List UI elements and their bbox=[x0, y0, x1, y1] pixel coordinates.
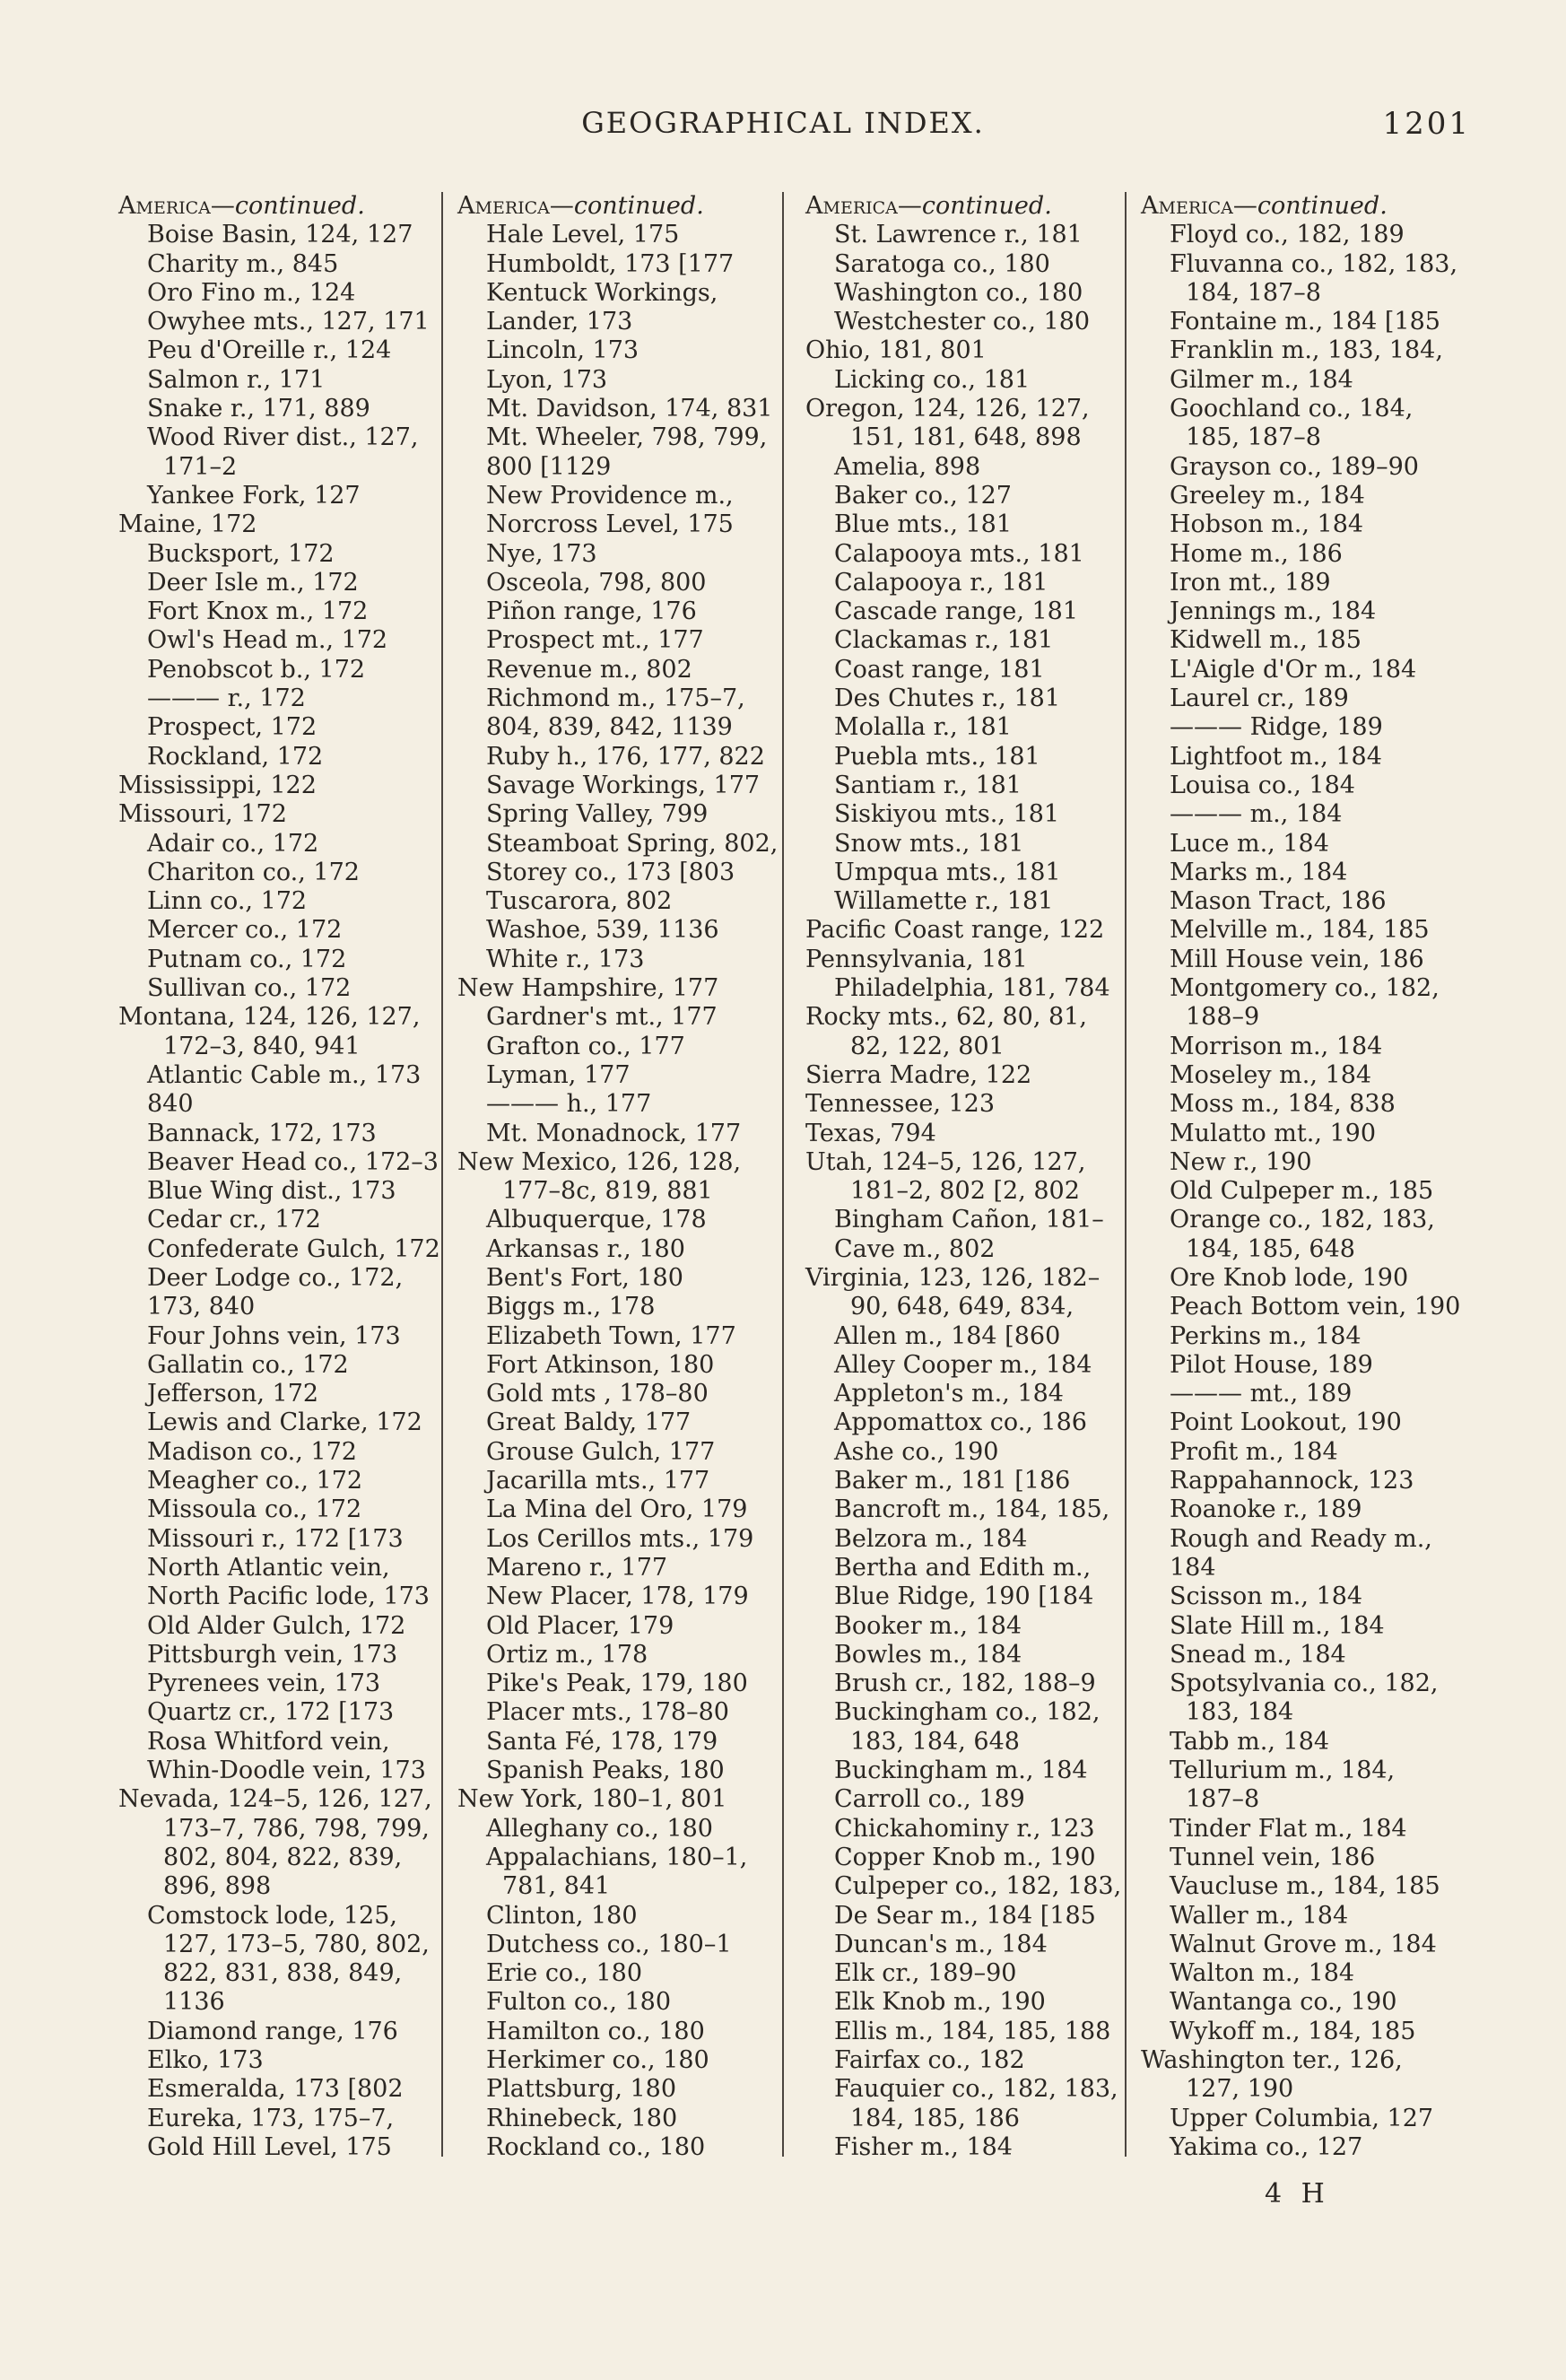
index-entry: Esmeralda, 173 [802 bbox=[147, 2075, 404, 2104]
index-entry: Storey co., 173 [803 bbox=[486, 858, 735, 886]
index-entry: Comstock lode, 125, bbox=[147, 1901, 397, 1930]
index-column-4 bbox=[1141, 192, 1473, 2162]
index-entry: Oro Fino m., 124 bbox=[147, 278, 356, 307]
index-entry: Mason Tract, 186 bbox=[1170, 887, 1387, 916]
index-entry: Snead m., 184 bbox=[1170, 1640, 1346, 1669]
index-entry: Pyrenees vein, 173 bbox=[147, 1669, 381, 1698]
index-entry: Montgomery co., 182, bbox=[1170, 974, 1440, 1003]
index-entry: Gilmer m., 184 bbox=[1170, 365, 1353, 394]
index-entry: Franklin m., 183, 184, bbox=[1170, 336, 1443, 365]
index-entry: Walnut Grove m., 184 bbox=[1170, 1930, 1437, 1958]
index-entry: Richmond m., 175–7, bbox=[486, 684, 745, 713]
index-entry: Melville m., 184, 185 bbox=[1170, 916, 1430, 945]
index-entry: Putnam co., 172 bbox=[147, 945, 347, 973]
index-heading: Utah, 124–5, 126, 127, bbox=[805, 1147, 1086, 1176]
index-entry: Baker m., 181 [186 bbox=[834, 1467, 1071, 1495]
index-entry: Four Johns vein, 173 bbox=[147, 1321, 401, 1350]
index-entry: Blue Ridge, 190 [184 bbox=[834, 1582, 1094, 1611]
index-heading: Texas, 794 bbox=[805, 1119, 936, 1147]
index-entry: Booker m., 184 bbox=[834, 1611, 1022, 1640]
index-entry: Home m., 186 bbox=[1170, 539, 1343, 568]
index-entry: Fort Knox m., 172 bbox=[147, 597, 369, 626]
index-entry: Wykoff m., 184, 185 bbox=[1170, 2017, 1416, 2045]
index-entry: Pilot House, 189 bbox=[1170, 1350, 1373, 1379]
index-entry: Quartz cr., 172 [173 bbox=[147, 1698, 395, 1727]
index-entry: Jacarilla mts., 177 bbox=[486, 1467, 710, 1495]
index-entry: 151, 181, 648, 898 bbox=[850, 423, 1082, 452]
index-heading: America—continued. bbox=[1141, 192, 1388, 220]
index-entry: 822, 831, 838, 849, bbox=[163, 1959, 403, 1988]
index-entry: Chariton co., 172 bbox=[147, 858, 360, 886]
index-entry: Appomattox co., 186 bbox=[834, 1408, 1087, 1437]
signature-mark: 4 H bbox=[1265, 2178, 1330, 2210]
index-entry: Snake r., 171, 889 bbox=[147, 395, 370, 423]
index-entry: Bingham Cañon, 181– bbox=[834, 1206, 1104, 1234]
index-entry: 781, 841 bbox=[502, 1872, 611, 1901]
index-entry: Albuquerque, 178 bbox=[486, 1206, 707, 1234]
index-heading: America—continued. bbox=[457, 192, 704, 220]
index-entry: 127, 190 bbox=[1186, 2075, 1294, 2104]
index-entry: Wantanga co., 190 bbox=[1170, 1988, 1397, 2017]
index-entry: Cedar cr., 172 bbox=[147, 1206, 321, 1234]
index-entry: Saratoga co., 180 bbox=[834, 249, 1050, 278]
index-entry: Atlantic Cable m., 173 bbox=[147, 1060, 422, 1089]
index-entry: Tunnel vein, 186 bbox=[1170, 1843, 1376, 1871]
index-entry: Peach Bottom vein, 190 bbox=[1170, 1293, 1461, 1321]
index-entry: Rhinebeck, 180 bbox=[486, 2104, 678, 2132]
index-entry: 184 bbox=[1170, 1553, 1216, 1582]
index-entry: Tinder Flat m., 184 bbox=[1170, 1814, 1407, 1843]
index-entry: Osceola, 798, 800 bbox=[486, 568, 707, 597]
index-entry: Erie co., 180 bbox=[486, 1959, 642, 1988]
index-entry: Fauquier co., 182, 183, bbox=[834, 2075, 1118, 2104]
index-entry: 1136 bbox=[163, 1988, 225, 2017]
index-entry: Cave m., 802 bbox=[834, 1234, 996, 1263]
index-entry: Coast range, 181 bbox=[834, 655, 1045, 684]
index-entry: Bannack, 172, 173 bbox=[147, 1119, 377, 1147]
index-entry: Eureka, 173, 175–7, bbox=[147, 2104, 395, 2132]
index-entry: Elk Knob m., 190 bbox=[834, 1988, 1046, 2017]
index-entry: Gold Hill Level, 175 bbox=[147, 2132, 392, 2161]
index-entry: 173, 840 bbox=[147, 1293, 256, 1321]
index-heading: Maine, 172 bbox=[118, 510, 257, 539]
index-entry: Mt. Davidson, 174, 831 bbox=[486, 395, 773, 423]
index-entry: Buckingham m., 184 bbox=[834, 1757, 1088, 1785]
index-entry: Rappahannock, 123 bbox=[1170, 1467, 1414, 1495]
index-entry: Spring Valley, 799 bbox=[486, 800, 709, 829]
index-entry: 184, 185, 186 bbox=[850, 2104, 1020, 2132]
index-entry: Pittsburgh vein, 173 bbox=[147, 1640, 398, 1669]
index-entry: Baker co., 127 bbox=[834, 481, 1012, 510]
index-heading: America—continued. bbox=[118, 192, 365, 220]
index-entry: Owyhee mts., 127, 171 bbox=[147, 308, 430, 336]
index-entry: Tellurium m., 184, bbox=[1170, 1757, 1396, 1785]
index-entry: Kidwell m., 185 bbox=[1170, 626, 1362, 655]
index-entry: Licking co., 181 bbox=[834, 365, 1031, 394]
index-entry: Whin-Doodle vein, 173 bbox=[147, 1757, 426, 1785]
index-heading: Nevada, 124–5, 126, 127, bbox=[118, 1785, 432, 1814]
index-entry: Grafton co., 177 bbox=[486, 1032, 685, 1060]
index-entry: Missouri r., 172 [173 bbox=[147, 1524, 404, 1553]
index-entry: Ruby h., 176, 177, 822 bbox=[486, 742, 765, 771]
index-entry: Louisa co., 184 bbox=[1170, 771, 1355, 799]
index-entry: Ellis m., 184, 185, 188 bbox=[834, 2017, 1111, 2045]
index-heading: Pacific Coast range, 122 bbox=[805, 916, 1105, 945]
column-divider-1 bbox=[441, 192, 443, 2157]
index-entry: Cascade range, 181 bbox=[834, 597, 1079, 626]
index-entry: Kentuck Workings, bbox=[486, 278, 718, 307]
index-entry: Tabb m., 184 bbox=[1170, 1727, 1330, 1756]
index-entry: 840 bbox=[147, 1090, 194, 1119]
index-entry: Biggs m., 178 bbox=[486, 1293, 656, 1321]
index-entry: Fluvanna co., 182, 183, bbox=[1170, 249, 1458, 278]
index-entry: Hale Level, 175 bbox=[486, 221, 680, 249]
index-entry: Lyman, 177 bbox=[486, 1060, 631, 1089]
index-entry: Ore Knob lode, 190 bbox=[1170, 1263, 1409, 1292]
index-entry: Vaucluse m., 184, 185 bbox=[1170, 1872, 1440, 1901]
index-entry: Herkimer co., 180 bbox=[486, 2046, 709, 2074]
index-entry: Scisson m., 184 bbox=[1170, 1582, 1363, 1611]
index-entry: ——— r., 172 bbox=[147, 684, 306, 713]
index-entry: 185, 187–8 bbox=[1186, 423, 1321, 452]
index-entry: Salmon r., 171 bbox=[147, 365, 326, 394]
index-entry: La Mina del Oro, 179 bbox=[486, 1495, 748, 1524]
index-entry: Deer Lodge co., 172, bbox=[147, 1263, 404, 1292]
index-entry: Lyon, 173 bbox=[486, 365, 608, 394]
index-entry: Appalachians, 180–1, bbox=[486, 1843, 748, 1871]
index-entry: Tuscarora, 802 bbox=[486, 887, 673, 916]
index-entry: Alleghany co., 180 bbox=[486, 1814, 713, 1843]
index-entry: Bancroft m., 184, 185, bbox=[834, 1495, 1110, 1524]
index-entry: Elko, 173 bbox=[147, 2046, 264, 2074]
index-entry: Los Cerillos mts., 179 bbox=[486, 1524, 754, 1553]
index-entry: Goochland co., 184, bbox=[1170, 395, 1414, 423]
index-entry: Rosa Whitford vein, bbox=[147, 1727, 390, 1756]
index-entry: 127, 173–5, 780, 802, bbox=[163, 1930, 430, 1958]
index-entry: North Atlantic vein, bbox=[147, 1553, 390, 1582]
index-entry: New Providence m., bbox=[486, 481, 734, 510]
index-entry: Philadelphia, 181, 784 bbox=[834, 974, 1110, 1003]
index-entry: ——— Ridge, 189 bbox=[1170, 713, 1383, 742]
index-entry: Profit m., 184 bbox=[1170, 1437, 1338, 1466]
index-entry: Amelia, 898 bbox=[834, 452, 981, 481]
index-entry: Clackamas r., 181 bbox=[834, 626, 1054, 655]
index-entry: Dutchess co., 180–1 bbox=[486, 1930, 732, 1958]
index-entry: Iron mt., 189 bbox=[1170, 568, 1331, 597]
index-entry: Adair co., 172 bbox=[147, 829, 319, 858]
index-heading: Sierra Madre, 122 bbox=[805, 1060, 1032, 1089]
index-entry: Perkins m., 184 bbox=[1170, 1321, 1362, 1350]
index-entry: Diamond range, 176 bbox=[147, 2017, 398, 2045]
index-entry: Grayson co., 189–90 bbox=[1170, 452, 1419, 481]
index-entry: Washoe, 539, 1136 bbox=[486, 916, 719, 945]
index-entry: Bowles m., 184 bbox=[834, 1640, 1022, 1669]
index-column-1 bbox=[118, 192, 450, 2162]
index-entry: Peu d'Oreille r., 124 bbox=[147, 336, 392, 365]
index-entry: 184, 185, 648 bbox=[1186, 1234, 1355, 1263]
index-entry: Puebla mts., 181 bbox=[834, 742, 1040, 771]
index-entry: Spotsylvania co., 182, bbox=[1170, 1669, 1439, 1698]
index-entry: Point Lookout, 190 bbox=[1170, 1408, 1402, 1437]
index-entry: Humboldt, 173 [177 bbox=[486, 249, 735, 278]
index-entry: Confederate Gulch, 172 bbox=[147, 1234, 440, 1263]
index-heading: Tennessee, 123 bbox=[805, 1090, 996, 1119]
index-entry: Molalla r., 181 bbox=[834, 713, 1012, 742]
index-entry: Old Alder Gulch, 172 bbox=[147, 1611, 406, 1640]
index-heading: Ohio, 181, 801 bbox=[805, 336, 987, 365]
index-entry: 800 [1129 bbox=[486, 452, 612, 481]
index-heading: New York, 180–1, 801 bbox=[457, 1785, 727, 1814]
index-entry: Lincoln, 173 bbox=[486, 336, 639, 365]
index-entry: Missoula co., 172 bbox=[147, 1495, 362, 1524]
index-entry: New r., 190 bbox=[1170, 1147, 1312, 1176]
index-entry: Santiam r., 181 bbox=[834, 771, 1022, 799]
index-heading: Mississippi, 122 bbox=[118, 771, 317, 799]
index-entry: Revenue m., 802 bbox=[486, 655, 692, 684]
index-entry: Clinton, 180 bbox=[486, 1901, 638, 1930]
index-entry: Steamboat Spring, 802, bbox=[486, 829, 779, 858]
index-entry: 181–2, 802 [2, 802 bbox=[850, 1177, 1080, 1206]
index-entry: Gallatin co., 172 bbox=[147, 1350, 349, 1379]
index-entry: Bucksport, 172 bbox=[147, 539, 335, 568]
index-entry: Fort Atkinson, 180 bbox=[486, 1350, 715, 1379]
index-entry: Rockland, 172 bbox=[147, 742, 324, 771]
index-entry: Grouse Gulch, 177 bbox=[486, 1437, 716, 1466]
index-entry: Savage Workings, 177 bbox=[486, 771, 761, 799]
column-divider-2 bbox=[782, 192, 784, 2157]
index-entry: Copper Knob m., 190 bbox=[834, 1843, 1096, 1871]
index-entry: Gold mts , 178–80 bbox=[486, 1380, 709, 1408]
index-entry: 183, 184, 648 bbox=[850, 1727, 1020, 1756]
index-entry: Roanoke r., 189 bbox=[1170, 1495, 1362, 1524]
index-entry: North Pacific lode, 173 bbox=[147, 1582, 430, 1611]
index-entry: Fairfax co., 182 bbox=[834, 2046, 1025, 2074]
index-entry: 802, 804, 822, 839, bbox=[163, 1843, 403, 1871]
index-entry: Plattsburg, 180 bbox=[486, 2075, 677, 2104]
index-entry: Ashe co., 190 bbox=[834, 1437, 999, 1466]
index-entry: Buckingham co., 182, bbox=[834, 1698, 1101, 1727]
index-entry: Orange co., 182, 183, bbox=[1170, 1206, 1435, 1234]
index-entry: 173–7, 786, 798, 799, bbox=[163, 1814, 430, 1843]
index-entry: Belzora m., 184 bbox=[834, 1524, 1028, 1553]
index-entry: Sullivan co., 172 bbox=[147, 974, 352, 1003]
index-entry: Meagher co., 172 bbox=[147, 1467, 363, 1495]
index-entry: Fontaine m., 184 [185 bbox=[1170, 308, 1440, 336]
index-heading: Washington ter., 126, bbox=[1141, 2046, 1403, 2074]
index-heading: Montana, 124, 126, 127, bbox=[118, 1003, 421, 1032]
index-entry: Arkansas r., 180 bbox=[486, 1234, 685, 1263]
index-entry: Duncan's m., 184 bbox=[834, 1930, 1048, 1958]
index-entry: L'Aigle d'Or m., 184 bbox=[1170, 655, 1417, 684]
index-entry: Moseley m., 184 bbox=[1170, 1060, 1372, 1089]
index-entry: Placer mts., 178–80 bbox=[486, 1698, 729, 1727]
index-entry: Blue mts., 181 bbox=[834, 510, 1013, 539]
index-entry: 172–3, 840, 941 bbox=[163, 1032, 361, 1060]
index-entry: Deer Isle m., 172 bbox=[147, 568, 359, 597]
index-entry: 804, 839, 842, 1139 bbox=[486, 713, 733, 742]
index-entry: Mulatto mt., 190 bbox=[1170, 1119, 1377, 1147]
index-entry: Ortiz m., 178 bbox=[486, 1640, 648, 1669]
index-entry: Jefferson, 172 bbox=[147, 1380, 319, 1408]
index-entry: Boise Basin, 124, 127 bbox=[147, 221, 413, 249]
index-heading: Pennsylvania, 181 bbox=[805, 945, 1028, 973]
index-entry: Yakima co., 127 bbox=[1170, 2132, 1363, 2161]
index-entry: Calapooya r., 181 bbox=[834, 568, 1048, 597]
index-entry: Hamilton co., 180 bbox=[486, 2017, 705, 2045]
index-entry: Greeley m., 184 bbox=[1170, 481, 1365, 510]
index-entry: 896, 898 bbox=[163, 1872, 272, 1901]
index-entry: Siskiyou mts., 181 bbox=[834, 800, 1060, 829]
index-entry: Bertha and Edith m., bbox=[834, 1553, 1092, 1582]
index-entry: Hobson m., 184 bbox=[1170, 510, 1364, 539]
index-entry: Jennings m., 184 bbox=[1170, 597, 1377, 626]
index-entry: Norcross Level, 175 bbox=[486, 510, 734, 539]
index-entry: Elizabeth Town, 177 bbox=[486, 1321, 736, 1350]
index-entry: Walton m., 184 bbox=[1170, 1959, 1355, 1988]
index-entry: Willamette r., 181 bbox=[834, 887, 1054, 916]
index-entry: Westchester co., 180 bbox=[834, 308, 1091, 336]
index-entry: De Sear m., 184 [185 bbox=[834, 1901, 1096, 1930]
index-entry: Laurel cr., 189 bbox=[1170, 684, 1349, 713]
index-entry: 82, 122, 801 bbox=[850, 1032, 1005, 1060]
index-entry: Penobscot b., 172 bbox=[147, 655, 366, 684]
index-entry: Calapooya mts., 181 bbox=[834, 539, 1084, 568]
index-entry: 188–9 bbox=[1186, 1003, 1260, 1032]
index-entry: Mercer co., 172 bbox=[147, 916, 343, 945]
index-entry: Bent's Fort, 180 bbox=[486, 1263, 683, 1292]
index-entry: ——— h., 177 bbox=[486, 1090, 652, 1119]
index-column-3 bbox=[805, 192, 1137, 2162]
index-entry: Lander, 173 bbox=[486, 308, 633, 336]
index-entry: Upper Columbia, 127 bbox=[1170, 2104, 1434, 2132]
page-header bbox=[0, 106, 1566, 160]
index-entry: Madison co., 172 bbox=[147, 1437, 357, 1466]
index-entry: Blue Wing dist., 173 bbox=[147, 1177, 396, 1206]
index-entry: Mt. Wheeler, 798, 799, bbox=[486, 423, 768, 452]
index-entry: Luce m., 184 bbox=[1170, 829, 1329, 858]
index-entry: Lewis and Clarke, 172 bbox=[147, 1408, 422, 1437]
index-entry: Great Baldy, 177 bbox=[486, 1408, 692, 1437]
index-entry: Fisher m., 184 bbox=[834, 2132, 1013, 2161]
index-heading: America—continued. bbox=[805, 192, 1052, 220]
index-entry: Elk cr., 189–90 bbox=[834, 1959, 1017, 1988]
index-entry: Morrison m., 184 bbox=[1170, 1032, 1383, 1060]
index-entry: Gardner's mt., 177 bbox=[486, 1003, 718, 1032]
index-entry: New Placer, 178, 179 bbox=[486, 1582, 749, 1611]
index-heading: Rocky mts., 62, 80, 81, bbox=[805, 1003, 1087, 1032]
index-entry: 183, 184 bbox=[1186, 1698, 1294, 1727]
index-entry: Chickahominy r., 123 bbox=[834, 1814, 1095, 1843]
index-entry: Prospect mt., 177 bbox=[486, 626, 704, 655]
index-entry: St. Lawrence r., 181 bbox=[834, 221, 1083, 249]
index-entry: ——— mt., 189 bbox=[1170, 1380, 1353, 1408]
index-heading: New Hampshire, 177 bbox=[457, 974, 719, 1003]
index-entry: 90, 648, 649, 834, bbox=[850, 1293, 1074, 1321]
index-entry: Piñon range, 176 bbox=[486, 597, 697, 626]
index-entry: 187–8 bbox=[1186, 1785, 1260, 1814]
index-entry: Yankee Fork, 127 bbox=[147, 481, 361, 510]
index-entry: Carroll co., 189 bbox=[834, 1785, 1025, 1814]
index-entry: Des Chutes r., 181 bbox=[834, 684, 1060, 713]
index-entry: 171–2 bbox=[163, 452, 238, 481]
index-heading: Virginia, 123, 126, 182– bbox=[805, 1263, 1101, 1292]
index-entry: White r., 173 bbox=[486, 945, 645, 973]
index-entry: ——— m., 184 bbox=[1170, 800, 1343, 829]
index-entry: Charity m., 845 bbox=[147, 249, 339, 278]
index-entry: Mareno r., 177 bbox=[486, 1553, 668, 1582]
index-entry: 177–8c, 819, 881 bbox=[502, 1177, 713, 1206]
index-entry: Brush cr., 182, 188–9 bbox=[834, 1669, 1096, 1698]
page-number: 1201 bbox=[1382, 106, 1471, 142]
index-entry: Nye, 173 bbox=[486, 539, 597, 568]
column-divider-3 bbox=[1125, 192, 1127, 2157]
index-entry: Waller m., 184 bbox=[1170, 1901, 1349, 1930]
index-column-2 bbox=[457, 192, 789, 2162]
index-entry: Snow mts., 181 bbox=[834, 829, 1024, 858]
index-entry: Linn co., 172 bbox=[147, 887, 308, 916]
index-entry: Old Culpeper m., 185 bbox=[1170, 1177, 1434, 1206]
index-entry: Umpqua mts., 181 bbox=[834, 858, 1061, 886]
index-entry: Washington co., 180 bbox=[834, 278, 1083, 307]
index-entry: Moss m., 184, 838 bbox=[1170, 1090, 1396, 1119]
index-entry: Mt. Monadnock, 177 bbox=[486, 1119, 742, 1147]
index-entry: Slate Hill m., 184 bbox=[1170, 1611, 1385, 1640]
index-entry: Spanish Peaks, 180 bbox=[486, 1757, 725, 1785]
index-entry: Alley Cooper m., 184 bbox=[834, 1350, 1092, 1379]
index-entry: Rockland co., 180 bbox=[486, 2132, 706, 2161]
index-entry: Beaver Head co., 172–3 bbox=[147, 1147, 439, 1176]
index-entry: Wood River dist., 127, bbox=[147, 423, 419, 452]
index-entry: Rough and Ready m., bbox=[1170, 1524, 1432, 1553]
index-entry: Marks m., 184 bbox=[1170, 858, 1348, 886]
index-entry: Pike's Peak, 179, 180 bbox=[486, 1669, 748, 1698]
index-entry: Lightfoot m., 184 bbox=[1170, 742, 1382, 771]
index-heading: Oregon, 124, 126, 127, bbox=[805, 395, 1090, 423]
index-entry: Owl's Head m., 172 bbox=[147, 626, 388, 655]
index-entry: Floyd co., 182, 189 bbox=[1170, 221, 1405, 249]
index-heading: Missouri, 172 bbox=[118, 800, 287, 829]
index-entry: Prospect, 172 bbox=[147, 713, 318, 742]
index-entry: Mill House vein, 186 bbox=[1170, 945, 1424, 973]
index-entry: Old Placer, 179 bbox=[486, 1611, 674, 1640]
index-entry: Fulton co., 180 bbox=[486, 1988, 672, 2017]
index-entry: 184, 187–8 bbox=[1186, 278, 1321, 307]
index-entry: Allen m., 184 [860 bbox=[834, 1321, 1061, 1350]
index-entry: Culpeper co., 182, 183, bbox=[834, 1872, 1122, 1901]
page-title: GEOGRAPHICAL INDEX. bbox=[581, 106, 985, 140]
index-entry: Santa Fé, 178, 179 bbox=[486, 1727, 718, 1756]
index-heading: New Mexico, 126, 128, bbox=[457, 1147, 742, 1176]
index-entry: Appleton's m., 184 bbox=[834, 1380, 1064, 1408]
